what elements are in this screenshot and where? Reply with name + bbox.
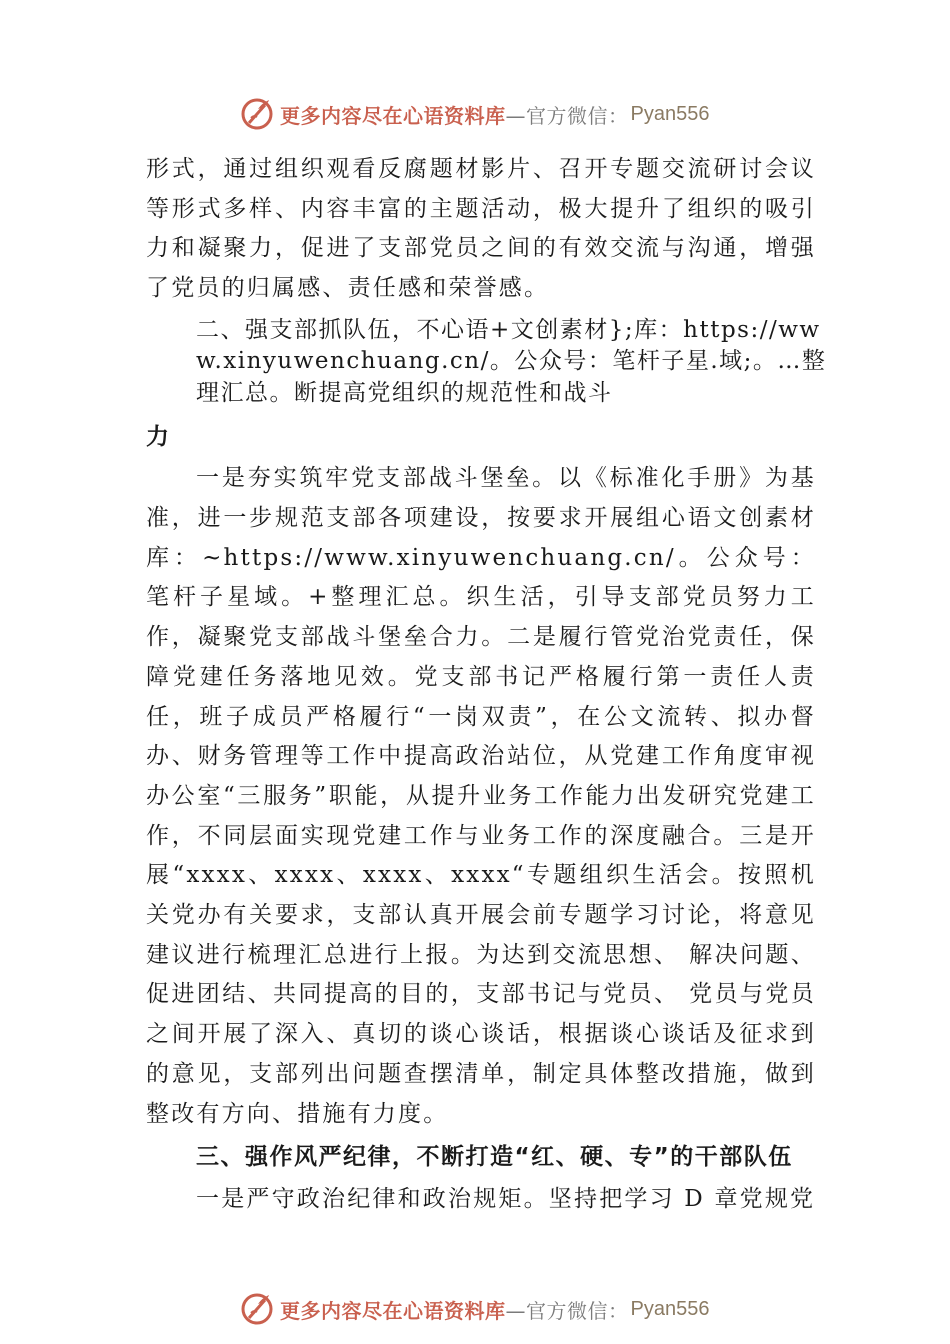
- banner-wechat-id: Pyan556: [630, 1297, 710, 1320]
- banner-wechat-label: —官方微信：: [505, 103, 629, 128]
- banner-brand-text: 更多内容尽在心语资料库: [280, 1298, 506, 1323]
- section-heading-three: 三、强作风严纪律，不断打造“红、硬、专”的干部队伍: [196, 1144, 793, 1171]
- section-heading-two-tail: 力: [146, 424, 169, 451]
- banner-wechat-label: —官方微信：: [505, 1298, 629, 1323]
- quill-seal-icon: [240, 97, 274, 131]
- header-banner: [240, 94, 709, 134]
- banner-wechat-id: Pyan556: [630, 102, 710, 125]
- quill-seal-icon: [240, 1292, 274, 1326]
- paragraph-discipline: 一是严守政治纪律和政治规矩。坚持把学习 D 章党规党: [196, 1186, 816, 1213]
- banner-brand-text: 更多内容尽在心语资料库: [280, 103, 506, 128]
- paragraph-branch-building: 一是夯实筑牢党支部战斗堡垒。以《标准化手册》为基准，进一步规范支部各项建设，按要求开展组心语文创素材库：~https://www.xinyuwenchuang.cn/。公众号：笔杆子星域。+整理汇总。织生活，引导支部党员努力工作，凝聚党支部战斗堡垒合力。二是履行管党治党责任，保障党建任务落地见效。党支部书记严格履行第一责任人责任，班子成员严格履行“一岗双责”，在公文流转、拟办督办、财务管理等工作中提高政治站位，从党建工作角度审视办公室“三服务”职能，从提升业务工作能力出发研究党建工作，不同层面实现党建工作与业务工作的深度融合。三是开展“xxxx、xxxx、xxxx、xxxx“专题组织生活会。按照机关党办有关要求，支部认真开展会前专题学习讨论，将意见建议进行梳理汇总进行上报。为达到交流思想、 解决问题、促进团结、共同提高的目的，支部书记与党员、 党员与党员之间开展了深入、真切的谈心谈话，根据谈心谈话及征求到的意见，支部列出问题查摆清单，制定具体整改措施，做到整改有方向、措施有力度。: [146, 465, 816, 1127]
- section-heading-two: 二、强支部抓队伍，不心语+文创素材};库：https://www.xinyuwenchuang.cn/。公众号：笔杆子星.域;。…整理汇总。断提高党组织的规范性和战斗: [196, 316, 827, 406]
- paragraph-activities: 形式，通过组织观看反腐题材影片、召开专题交流研讨会议等形式多样、内容丰富的主题活动，极大提升了组织的吸引力和凝聚力，促进了支部党员之间的有效交流与沟通，增强了党员的归属感、责任感和荣誉感。: [146, 156, 816, 302]
- document-body: [146, 150, 827, 1220]
- footer-banner: [240, 1289, 709, 1329]
